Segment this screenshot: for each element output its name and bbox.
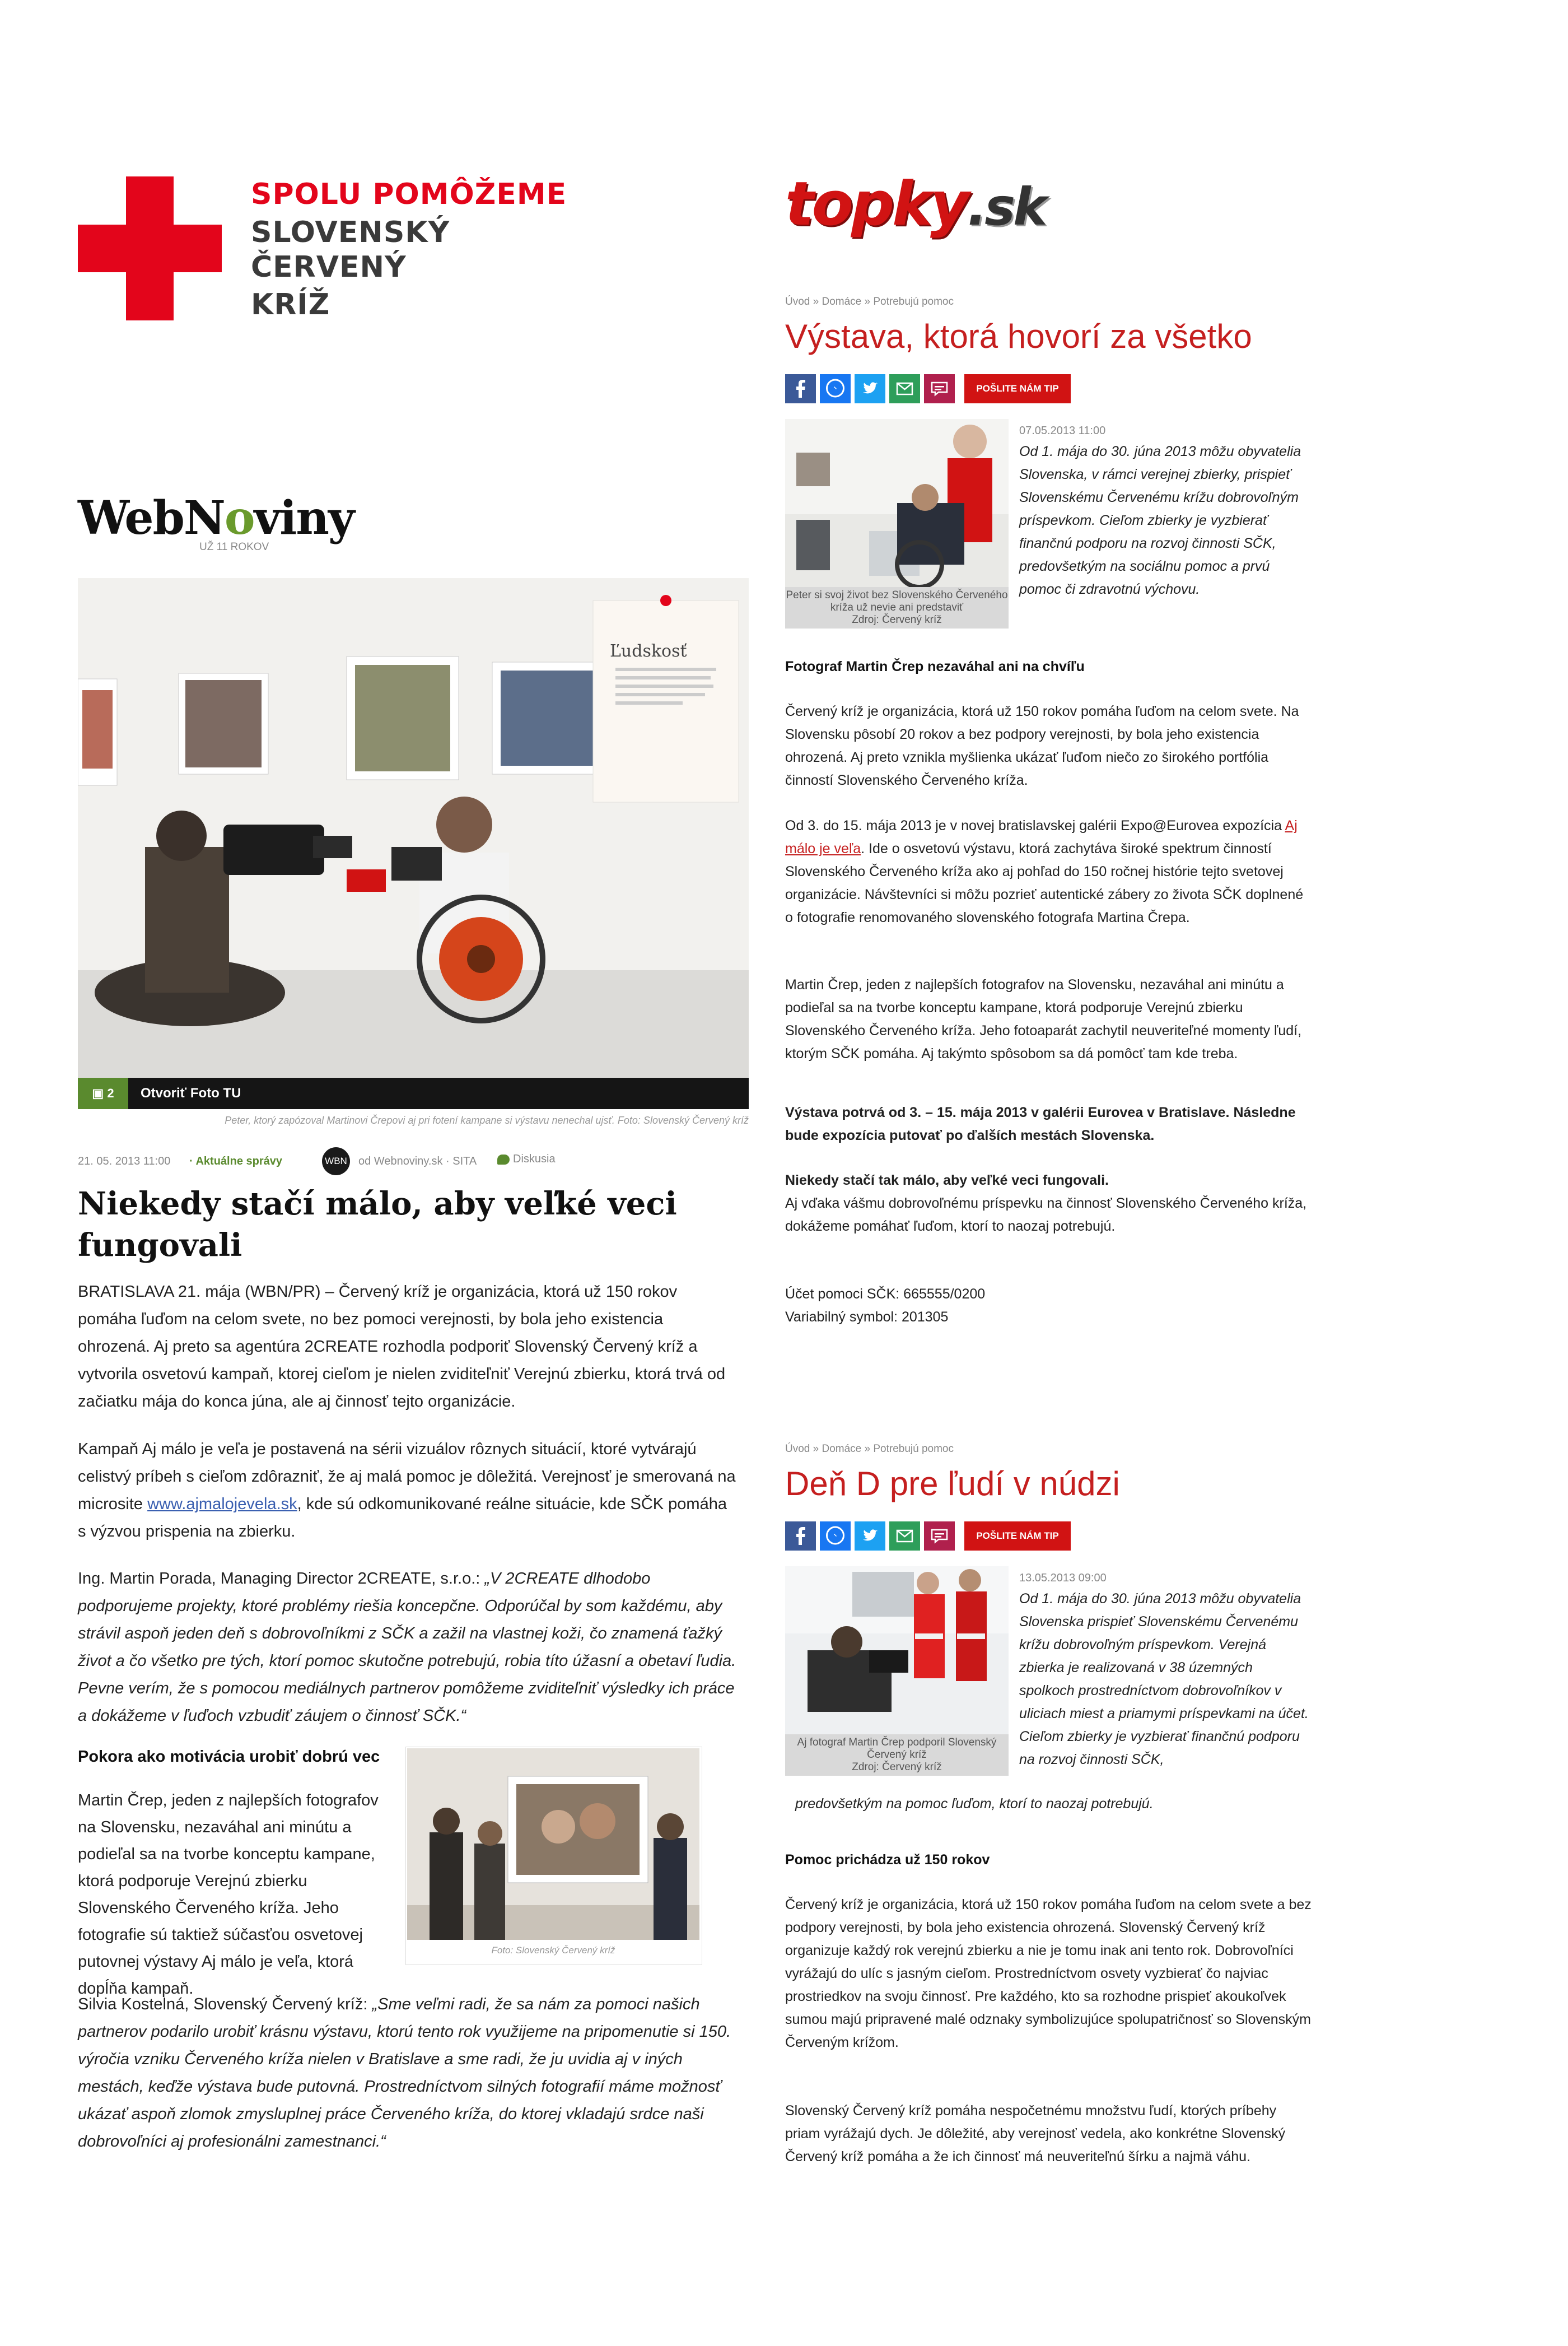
webnoviny-logo[interactable]: WebNoviny bbox=[78, 491, 354, 545]
twitter-icon[interactable] bbox=[855, 1521, 885, 1551]
variable-symbol: Variabilný symbol: 201305 bbox=[785, 1309, 949, 1325]
email-icon[interactable] bbox=[889, 1521, 920, 1551]
photo-caption: Peter, ktorý zapózoval Martinovi Črepovi aj pri fotení kampane si výstavu nenechal ujsť. Foto: Slovenský Červený kríž bbox=[225, 1115, 749, 1126]
article-paragraph: Niekedy stačí tak málo, aby veľké veci fungovali. Aj vďaka vášmu dobrovoľnému príspevku na činnosť Slovenského Červeného kríža, dokážeme pomáhať ľuďom, ktorí to naozaj potrebujú. bbox=[785, 1172, 1307, 1234]
article-title: Niekedy stačí málo, aby veľké veci fungovali bbox=[78, 1185, 677, 1264]
topky-logo[interactable]: topky.sk bbox=[785, 169, 1046, 239]
facebook-icon[interactable] bbox=[785, 374, 816, 403]
photo-caption: Peter si svoj život bez Slovenského Červeného kríža už nevie ani predstaviť Zdroj: Červený kríž bbox=[785, 587, 1009, 629]
webnoviny-tagline: UŽ 11 ROKOV bbox=[199, 541, 269, 553]
comment-icon[interactable] bbox=[924, 1521, 955, 1551]
article-paragraph: Martin Črep, jeden z najlepších fotografov na Slovensku, nezaváhal ani minútu a podieľal sa na tvorbe konceptu kampane, ktorá podporuje Verejnú zbierku Slovenského Červeného kríža. Jeho fotoaparát zachytil neuveriteľné momenty ľudí, ktorým SČK pomáha. Aj takýmto spôsobom sa dá pomôcť tam kde treba. bbox=[785, 977, 1302, 1062]
breadcrumb[interactable]: Úvod » Domáce » Potrebujú pomoc bbox=[785, 296, 954, 308]
inline-figure-photo[interactable] bbox=[407, 1748, 699, 1940]
donation-account: Účet pomoci SČK: 665555/0200 bbox=[785, 1286, 986, 1302]
article-subhead: Pokora ako motivácia urobiť dobrú vec bbox=[78, 1748, 380, 1766]
article-paragraph: Od 3. do 15. mája 2013 je v novej bratislavskej galérii Expo@Eurovea expozícia Aj málo je veľa. Ide o osvetovú výstavu, ktorá zachytáva široké spektrum činností Slovenského Červeného kríža ako aj pohľad do 150 ročnej histórie tejto svetovej organizácie. Návštevníci si môžu pozrieť autentické zábery zo života SČK doplnené o fotografie renomovaného slovenského fotografa Martina Črepa. bbox=[785, 818, 1304, 925]
article-lead-continued: predovšetkým na pomoc ľuďom, ktorí to naozaj potrebujú. bbox=[795, 1796, 1154, 1812]
exhibition-link[interactable]: Aj málo je veľa bbox=[785, 818, 1298, 857]
comment-icon[interactable] bbox=[924, 374, 955, 403]
article-date: 07.05.2013 11:00 bbox=[1019, 425, 1106, 437]
send-tip-button[interactable]: POŠLITE NÁM TIP bbox=[964, 1521, 1071, 1551]
section-link[interactable]: · Aktuálne správy bbox=[189, 1155, 282, 1167]
article-photo[interactable] bbox=[785, 419, 1009, 587]
article-date: 13.05.2013 09:00 bbox=[1019, 1572, 1107, 1584]
article-paragraph: Ing. Martin Porada, Managing Director 2CREATE, s.r.o.: „V 2CREATE dlhodobo podporujeme projekty, ktoré problémy riešia koncepčne. Odporúčal by som každému, aby strávil aspoň jeden deň s dobrovoľníkmi z SČK a zažil na vlastnej koži, čo znamená ťažký život a čo všetko pre tých, ktorí pomoc skutočne potrebujú, robia títo úžasní a obetaví ľudia. Pevne verím, že s pomocou mediálnych partnerov pomôžeme zviditeľniť výsledky ich práce a dokážeme v ľuďoch vzbudiť záujem o činnosť SČK.“ bbox=[78, 1570, 736, 1725]
article-paragraph: Silvia Kostelná, Slovenský Červený kríž: „Sme veľmi radi, že sa nám za pomoci našich partnerov podarilo urobiť krásnu výstavu, ktorú tento rok využijeme na pripomenutie si 150. výročia vzniku Červeného kríža nielen v Bratislave a sme radi, že ju uvidia aj v iných mestách, keďže výstava bude putovná. Prostredníctvom silných fotografií máme možnosť ukázať aspoň zlomok zmysluplnej práce Červeného kríža, do ktorej vkladajú srdce naši dobrovoľníci aj profesionálni zamestnanci.“ bbox=[78, 1995, 731, 2150]
photo-caption: Aj fotograf Martin Črep podporil Slovenský Červený kríž Zdroj: Červený kríž bbox=[785, 1734, 1009, 1776]
messenger-icon[interactable] bbox=[820, 1521, 851, 1551]
article-source: od Webnoviny.sk · SITA bbox=[358, 1155, 477, 1167]
logo-text-line: SLOVENSKÝ bbox=[251, 216, 450, 249]
article-title: Výstava, ktorá hovorí za všetko bbox=[785, 318, 1252, 355]
article-subhead: Pomoc prichádza už 150 rokov bbox=[785, 1852, 990, 1868]
article-bold-paragraph: Výstava potrvá od 3. – 15. mája 2013 v galérii Eurovea v Bratislave. Následne bude expozícia putovať po ďalších mestách Slovenska. bbox=[785, 1105, 1296, 1143]
email-icon[interactable] bbox=[889, 374, 920, 403]
article-date: 21. 05. 2013 11:00 bbox=[78, 1155, 171, 1167]
breadcrumb[interactable]: Úvod » Domáce » Potrebujú pomoc bbox=[785, 1443, 954, 1455]
image-icon: ▣ bbox=[92, 1086, 108, 1100]
photo-count-badge[interactable]: ▣ 2 bbox=[78, 1078, 128, 1109]
discussion-link[interactable]: Diskusia bbox=[497, 1153, 556, 1166]
logo-text-line: ČERVENÝ bbox=[251, 250, 407, 284]
article-paragraph: Kampaň Aj málo je veľa je postavená na sérii vizuálov rôznych situácií, ktoré vytvárajú celistvý príbeh s cieľom zdôrazniť, že aj malá pomoc je dôležitá. Verejnosť je smerovaná na microsite www.ajmalojevela.sk, kde sú odkomunikované reálne situácie, kde SČK pomáha s výzvou prispenia na zbierku. bbox=[78, 1440, 736, 1540]
send-tip-button[interactable]: POŠLITE NÁM TIP bbox=[964, 374, 1071, 403]
comment-icon bbox=[497, 1155, 510, 1165]
microsite-link[interactable]: www.ajmalojevela.sk bbox=[147, 1495, 297, 1513]
article-photo[interactable] bbox=[785, 1566, 1009, 1734]
article-lead: Od 1. mája do 30. júna 2013 môžu obyvatelia Slovenska, v rámci verejnej zbierky, prispieť Slovenskému Červenému krížu dobrovoľným príspevkom. Cieľom zbierky je vyzbierať finančnú podporu na rozvoj činnosti SČK, predovšetkým na sociálnu pomoc a prvú pomoc či zdravotnú výchovu. bbox=[1019, 444, 1301, 597]
twitter-icon[interactable] bbox=[855, 374, 885, 403]
article-paragraph: Slovenský Červený kríž pomáha nespočetnému množstvu ľudí, ktorých príbehy priam vyrážajú dych. Je dôležité, aby verejnosť vedela, ako konkrétne Slovenský Červený kríž pomáha a že ich činnosť má neuveriteľnú šírku a najmä váhu. bbox=[785, 2103, 1286, 2165]
logo-text-line: KRÍŽ bbox=[251, 288, 330, 322]
article-title: Deň D pre ľudí v núdzi bbox=[785, 1465, 1120, 1502]
open-photo-link[interactable]: Otvoriť Foto TU bbox=[141, 1086, 241, 1101]
exhibit-sign-title: Ľudskosť bbox=[610, 641, 687, 661]
article-paragraph: Červený kríž je organizácia, ktorá už 150 rokov pomáha ľuďom na celom svete. Na Slovensku pôsobí 20 rokov a bez podpory verejnosti, by bola jeho existencia ohrozená. Aj preto vznikla myšlienka ukázať ľuďom niečo zo širokého portfólia činností Slovenského Červeného kríža. bbox=[785, 704, 1299, 788]
inline-figure-caption: Foto: Slovenský Červený kríž bbox=[491, 1945, 615, 1956]
article-paragraph: BRATISLAVA 21. mája (WBN/PR) – Červený kríž je organizácia, ktorá už 150 rokov pomáha ľuďom na celom svete, no bez pomoci verejnosti, by bola jeho existencia ohrozená. Aj preto sa agentúra 2CREATE rozhodla podporiť Slovenský Červený kríž a vytvorila osvetovú kampaň, ktorej cieľom je nielen zviditeľniť Verejnú zbierku, ktorá trvá od začiatku mája do konca júna, ale aj činnosť tejto organizácie. bbox=[78, 1283, 726, 1411]
article-subhead: Fotograf Martin Črep nezaváhal ani na chvíľu bbox=[785, 659, 1085, 674]
source-badge: WBN bbox=[322, 1147, 350, 1175]
messenger-icon[interactable] bbox=[820, 374, 851, 403]
facebook-icon[interactable] bbox=[785, 1521, 816, 1551]
red-cross-emblem bbox=[78, 176, 222, 320]
article-paragraph: Červený kríž je organizácia, ktorá už 150 rokov pomáha ľuďom na celom svete a bez podpory verejnosti, by bola jeho existencia ohrozená. Slovenský Červený kríž organizuje každý rok verejnú zbierku a nie je tomu inak ani tento rok. Dobrovoľníci vyrážajú do ulíc s jasným cieľom. Prostredníctvom osvety vyzbierať čo najviac prostriedkov na svoju činnosť. Pre každého, kto sa rozhodne prispieť akoukoľvek sumou majú pripravené malé odznaky symbolizujúce spolupatričnosť so Slovenským Červeným krížom. bbox=[785, 1897, 1312, 2050]
article-lead: Od 1. mája do 30. júna 2013 môžu obyvatelia Slovenska prispieť Slovenskému Červenému krížu dobrovoľným príspevkom. Verejná zbierka je realizovaná v 38 územných spolkoch prostredníctvom dobrovoľníkov v uliciach miest a priamymi príspevkami na účet. Cieľom zbierky je vyzbierať finančnú podporu na rozvoj činnosti SČK, bbox=[1019, 1591, 1309, 1767]
article-paragraph: Martin Črep, jeden z najlepších fotografov na Slovensku, nezaváhal ani minútu a podieľal sa na tvorbe konceptu kampane, ktorá podporuje Verejnú zbierku Slovenského Červeného kríža. Jeho fotografie sú taktiež súčasťou osvetovej putovnej výstavy Aj málo je veľa, ktorá dopĺňa kampaň. bbox=[78, 1791, 379, 1998]
article-main-photo[interactable] bbox=[78, 578, 749, 1078]
logo-slogan: SPOLU POMÔŽEME bbox=[251, 178, 567, 211]
